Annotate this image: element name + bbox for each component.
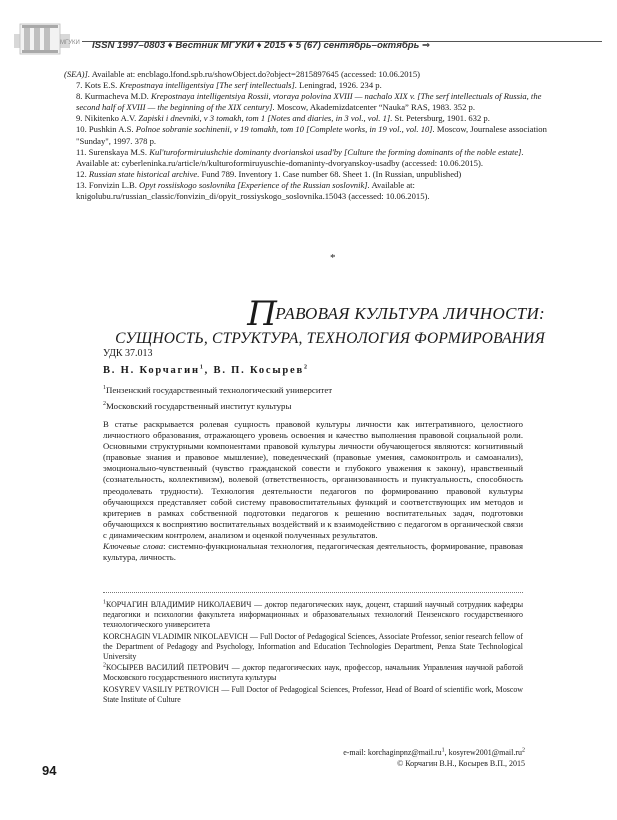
reference-item: 7. Kots E.S. Krepostnaya intelligentsiya [The serf intellectuals]. Leningrad, 1926. 234 p. [76, 80, 382, 91]
page-header [0, 0, 617, 62]
arrow-icon: ⇒ [422, 40, 431, 51]
keywords: Ключевые слова: системно-функциональная технология, педагогическая деятельность, формирование, правовая культура, личность. [103, 541, 523, 563]
journal-logo [14, 22, 80, 58]
article-abstract [103, 419, 523, 563]
abstract-text: В статье раскрывается ролевая сущность правовой культуры личности как интегративного, целостного личностного образования, отражающего уровень освоения и качество выполнения правовой социальной роли. Основными структурными компонентами правовой культуры личности обучающегося являются: когнитивный (правовые знания и правовое мышление), поведенческий (правовые умения, самоконтроль и самоанализ), эмоционально-чувственный (чувство гражданской совести и глубокого уважения к закону), нравственный (сознательность, коллективизм), волевой (ответственность, организованность и пунктуальность, способность преодолевать трудности). Технология деятельности педагогов по формированию правовой культуры обучающихся представляет собой систему правовоспитательных функций и соответствующих им методов и критериев в рамках собственной подготовки педагогов к решению воспитательных задач, подготовки обучающихся к восприятию воспитательных воздействий и к взаимодействию с педагогом в органической связи с динамическим контролем, анализом и оценкой полученных результатов. [103, 419, 523, 540]
article-title-line1: ПРАВОВАЯ КУЛЬТУРА ЛИЧНОСТИ: [247, 294, 545, 334]
dotted-divider [103, 592, 523, 593]
reference-list [64, 69, 554, 202]
author-info [103, 600, 523, 706]
journal-info: ISSN 1997–0803 ♦ Вестник МГУКИ ♦ 2015 ♦ 5 (67) сентябрь–октябрь ⇒ [92, 40, 431, 51]
svg-text:МГУКИ: МГУКИ [60, 40, 80, 46]
author-info-item: $^2$КОСЫРЕВ ВАСИЛИЙ ПЕТРОВИЧ — доктор педагогических наук, профессор, начальник Управления научной работой Московского государственного института культуры [103, 662, 523, 683]
email-1[interactable]: korchaginpnz@mail.ru [367, 748, 442, 757]
reference-item: 11. Surenskaya M.S. Kul'turoformiruiushchie dominanty dvorianskoi usad'by [Culture the forming dominants of the noble estate]. Available at: cyberleninka.ru/article/n/kulturoformiruyuschie-domaninty-dvoryanskoy-usadby (accessed: 10.06.2015). [76, 146, 524, 168]
copyright: © Корчагин В.Н., Косырев В.П., 2015 [397, 759, 525, 768]
journal-name: Вестник МГУКИ [175, 40, 254, 51]
affiliation-2: $^2$Московский государственный институт культуры [103, 401, 292, 411]
title-initial: П [247, 294, 278, 334]
article-authors: В. Н. Корчагин$^1$, В. П. Косырев$^2$ [103, 364, 309, 376]
journal-issue: 5 (67) сентябрь–октябрь [295, 40, 420, 51]
reference-item: 13. Fonvizin L.B. Opyt rossiiskogo soslovnika [Experience of the Russian soslovnik]. Available at: knigolubu.ru/russian_classic/fonvizin_di/opyit_rossiyskogo_soslovnika.15043 (accessed: 10.06.2015). [76, 179, 430, 202]
reference-item: 8. Kurmacheva M.D. Krepostnaya intelligentsiya Rossii, vtoraya polovina XVIII — nachalo XIX v. [The serf intellectuals of Russia, the second half of XVIII — the beginning of the XIX century]. Moscow, Akademizdatcenter “Nauka” RAS, 1983. 352 p. [76, 91, 542, 113]
issn: ISSN 1997–0803 [92, 40, 166, 51]
reference-item: 9. Nikitenko A.V. Zapiski i dnevniki, v 3 tomakh, tom 1 [Notes and diaries, in 3 vol., vol. 1]. St. Petersburg, 1901. 632 p. [76, 113, 490, 124]
author-2: В. П. Косырев [213, 365, 304, 376]
article-title-line2: СУЩНОСТЬ, СТРУКТУРА, ТЕХНОЛОГИЯ ФОРМИРОВАНИЯ [115, 330, 545, 347]
author-info-item: $^1$КОРЧАГИН ВЛАДИМИР НИКОЛАЕВИЧ — доктор педагогических наук, доцент, старший научный сотрудник кафедры педагогики и психологии факультета информационных и образовательных технологий Пензенского государственного технологического университета [103, 599, 523, 630]
affiliation-1: $^1$Пензенский государственный технологический университет [103, 385, 333, 395]
author-1: В. Н. Корчагин [103, 365, 200, 376]
author-info-item: KORCHAGIN VLADIMIR NIKOLAEVICH — Full Doctor of Pedagogical Sciences, Associate Professor, senior research fellow of the Department of Pedagogy and Psychology, Information and Education Technologies Department, Penza State Technological University [103, 631, 523, 662]
contact-emails: e-mail: $korchaginpnz@mail.ru^1$, $kosyrew2001@mail.ru^2$ [343, 747, 525, 757]
author-info-item: KOSYREV VASILIY PETROVICH — Full Doctor of Pedagogical Sciences, Professor, Head of Board of scientific work, Moscow State Institute of Culture [103, 684, 523, 704]
section-separator: * [330, 252, 336, 264]
udk-code: УДК 37.013 [103, 348, 153, 359]
journal-year: 2015 [264, 40, 286, 51]
reference-item: 12. Russian state historical archive. Fund 789. Inventory 1. Case number 68. Sheet 1. (In Russian, unpublished) [76, 168, 462, 179]
email-2[interactable]: kosyrew2001@mail.ru [448, 748, 522, 757]
page-number: 94 [42, 763, 57, 778]
reference-item: (SEA)]. Available at: encblago.lfond.spb.ru/showObject.do?object=2815897645 (accessed: 10.06.2015) [64, 69, 420, 79]
reference-item: 10. Pushkin A.S. Polnoe sobranie sochinenii, v 19 tomakh, tom 10 [Complete works, in 19 vol., vol. 10]. Moscow, Journalese association "Sunday", 1997. 378 p. [76, 124, 547, 146]
